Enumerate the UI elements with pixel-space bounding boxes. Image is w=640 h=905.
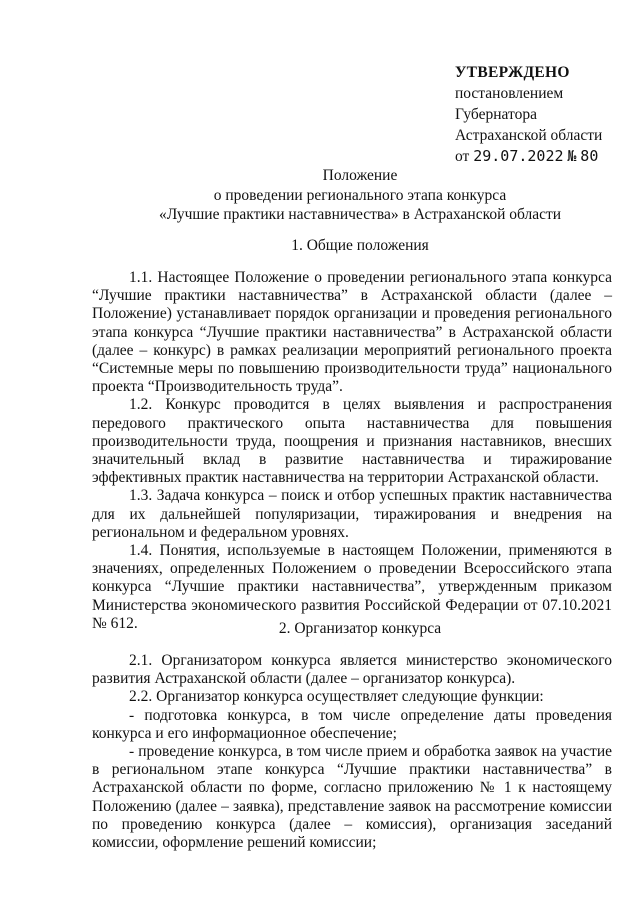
title-line: о проведении регионального этапа конкурса (213, 186, 507, 204)
approval-heading: УТВЕРЖДЕНО (455, 64, 570, 81)
date-prefix: от (455, 148, 470, 165)
approval-date: 29.07.2022 (473, 147, 564, 165)
approval-date-line (455, 146, 602, 167)
number-sign: № (567, 147, 577, 165)
paragraph: 2.1. Организатором конкурса является министерство экономического развития Астраханской области (далее – организатор конкурса). (92, 652, 612, 688)
paragraph: - подготовка конкурса, в том числе определение даты проведения конкурса и его информационное обеспечение; (92, 706, 612, 742)
section-body (92, 652, 612, 852)
paragraph: 1.1. Настоящее Положение о проведении регионального этапа конкурса “Лучшие практики наставничества” в Астраханской области (далее – Положение) устанавливает порядок организации и проведения регионального этапа конкурса “Лучшие практики наставничества” в Астраханской области (далее – конкурс) в рамках реализации мероприятий регионального проекта “Системные меры по повышению производительности труда” национального проекта “Производительность труда”. (92, 269, 612, 396)
document-title (100, 166, 620, 225)
section-body (92, 269, 612, 633)
section-heading: 1. Общие положения (291, 237, 429, 254)
approval-line: Астраханской области (455, 127, 603, 144)
title-line: Положение (322, 167, 398, 184)
paragraph: 1.3. Задача конкурса – поиск и отбор успешных практик наставничества для их дальнейшей популяризации, тиражирования и внедрения на региональном и федеральном уровнях. (92, 487, 612, 541)
title-line: «Лучшие практики наставничества» в Астраханской области (158, 206, 562, 223)
approval-number: 80 (580, 147, 599, 165)
approval-line: постановлением (455, 85, 564, 102)
approval-stamp (455, 62, 602, 167)
paragraph: 2.2. Организатор конкурса осуществляет следующие функции: (129, 688, 544, 706)
section-heading: 2. Организатор конкурса (278, 620, 442, 637)
paragraph: - проведение конкурса, в том числе прием и обработка заявок на участие в региональном этапе конкурса “Лучшие практики наставничества” в Астраханской области по форме, согласно приложению № 1 к настоящему Положению (далее – заявка), представление заявок на рассмотрение комиссии по проведению конкурса (далее – комиссия), организация заседаний комиссии, оформление решений комиссии; (92, 743, 612, 852)
paragraph: 1.4. Понятия, используемые в настоящем Положении, применяются в значениях, определенных Положением о проведении Всероссийского этапа конкурса “Лучшие практики наставничества”, утвержденным приказом Министерства экономического развития Российской Федерации от 07.10.2021 № 612. (92, 542, 612, 632)
paragraph: 1.2. Конкурс проводится в целях выявления и распространения передового практического опыта наставничества для повышения производительности труда, поощрения и признания наставников, внесших значительный вклад в развитие наставничества и тиражирование эффективных практик наставничества на территории Астраханской области. (92, 396, 612, 487)
approval-line: Губернатора (455, 106, 537, 123)
